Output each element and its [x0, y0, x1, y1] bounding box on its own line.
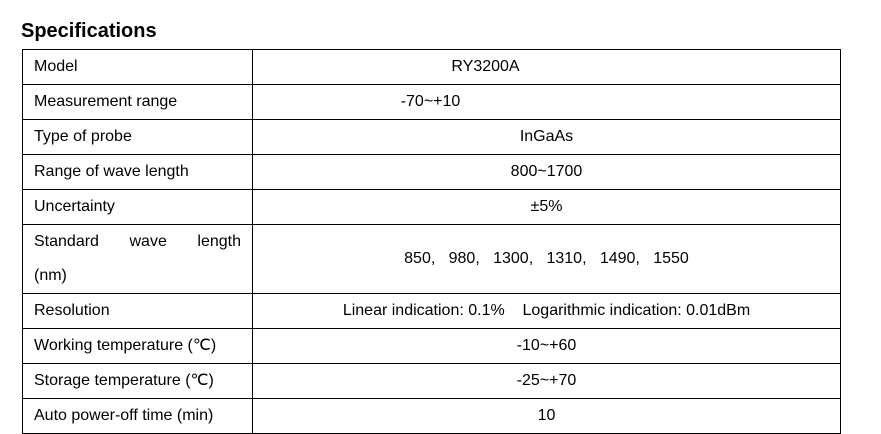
table-row: [23, 85, 841, 120]
table-row: [23, 364, 841, 399]
spec-label: Working temperature (℃): [23, 329, 253, 364]
specifications-table: [22, 49, 841, 434]
spec-value: [253, 50, 841, 85]
wavelength-list: 850, 980, 1300, 1310, 1490, 1550: [404, 250, 689, 267]
spec-value: InGaAs: [253, 120, 841, 155]
table-row: [23, 120, 841, 155]
spec-label: Range of wave length: [23, 155, 253, 190]
model-value: RY3200A: [451, 58, 520, 75]
section-heading: Specifications: [21, 20, 157, 42]
spec-value: 800~1700: [253, 155, 841, 190]
spec-label: Measurement range: [23, 85, 253, 120]
spec-value: -10~+60: [253, 329, 841, 364]
spec-label: Model: [23, 50, 253, 85]
table-row: [23, 190, 841, 225]
table-row: [23, 399, 841, 434]
spec-label: Type of probe: [23, 120, 253, 155]
table-row: [23, 329, 841, 364]
spec-label: [23, 225, 253, 294]
table-row: [23, 225, 841, 294]
spec-label: Resolution: [23, 294, 253, 329]
spec-value: ±5%: [253, 190, 841, 225]
spec-value: Linear indication: 0.1% Logarithmic indication: 0.01dBm: [253, 294, 841, 329]
spec-label: Storage temperature (℃): [23, 364, 253, 399]
measurement-range-value: -70~+10: [400, 93, 461, 110]
spec-value: 10: [253, 399, 841, 434]
spec-label-line-2: (nm): [34, 267, 67, 284]
spec-value: [253, 225, 841, 294]
table-row: [23, 50, 841, 85]
spec-value: [253, 85, 841, 120]
spec-label: Auto power-off time (min): [23, 399, 253, 434]
table-row: [23, 155, 841, 190]
spec-value: -25~+70: [253, 364, 841, 399]
table-row: [23, 294, 841, 329]
spec-label: Uncertainty: [23, 190, 253, 225]
spec-label-line-1: Standard wave length: [34, 233, 241, 250]
